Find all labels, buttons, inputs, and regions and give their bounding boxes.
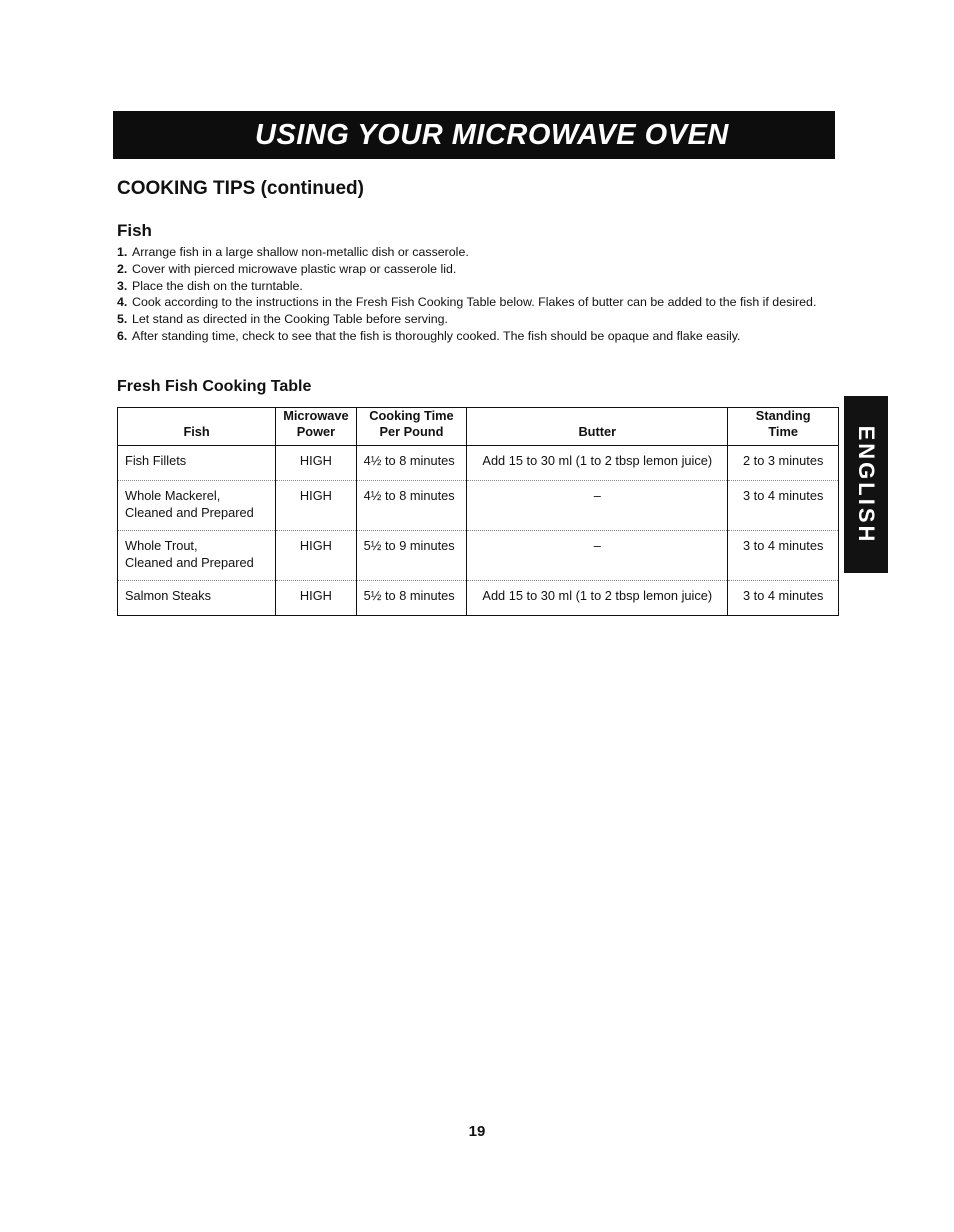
cell-power: HIGH (276, 531, 356, 581)
cell-fish (118, 481, 276, 531)
cell-butter: Add 15 to 30 ml (1 to 2 tbsp lemon juice) (467, 581, 728, 616)
cell-power: HIGH (276, 446, 356, 481)
cell-fish (118, 531, 276, 581)
cell-text: Whole Trout, (125, 538, 198, 553)
step-text: Cover with pierced microwave plastic wrap or casserole lid. (132, 261, 457, 276)
list-item (117, 294, 827, 311)
list-item (117, 244, 827, 261)
cell-text: Whole Mackerel, (125, 488, 221, 503)
section-title: COOKING TIPS (continued) (117, 178, 364, 199)
step-number: 3. (117, 278, 128, 293)
list-item (117, 328, 827, 345)
step-text: Cook according to the instructions in the Fresh Fish Cooking Table below. Flakes of butter can be added to the fish if desired. (132, 295, 817, 310)
cell-standing: 2 to 3 minutes (728, 446, 839, 481)
fish-steps-list (117, 244, 827, 345)
cell-time: 4½ to 8 minutes (356, 481, 467, 531)
header-power (276, 408, 356, 446)
table-row (118, 531, 839, 581)
header-text: Microwave (283, 408, 349, 423)
step-number: 4. (117, 295, 128, 310)
page-banner: USING YOUR MICROWAVE OVEN (113, 111, 835, 159)
step-number: 2. (117, 261, 128, 276)
table-row (118, 481, 839, 531)
table-row (118, 581, 839, 616)
header-time (356, 408, 467, 446)
step-text: Arrange fish in a large shallow non-metallic dish or casserole. (132, 245, 469, 259)
cell-text: Cleaned and Prepared (125, 504, 254, 520)
language-side-tab (844, 396, 888, 573)
table-row (118, 446, 839, 481)
cell-butter: – (467, 531, 728, 581)
fish-heading: Fish (117, 221, 152, 240)
cell-text: Cleaned and Prepared (125, 554, 254, 570)
header-text: Per Pound (379, 424, 444, 439)
cell-power: HIGH (276, 481, 356, 531)
step-number: 1. (117, 245, 128, 259)
cell-text: Fish Fillets (125, 453, 187, 468)
cell-time: 4½ to 8 minutes (356, 446, 467, 481)
cell-power: HIGH (276, 581, 356, 616)
cell-butter: – (467, 481, 728, 531)
list-item (117, 311, 827, 328)
header-standing (728, 408, 839, 446)
step-number: 6. (117, 328, 128, 343)
cell-time: 5½ to 8 minutes (356, 581, 467, 616)
step-text: After standing time, check to see that the fish is thoroughly cooked. The fish should be opaque and flake easily. (132, 328, 741, 343)
cell-fish (118, 446, 276, 481)
fresh-fish-cooking-table (117, 407, 839, 616)
header-butter: Butter (467, 408, 728, 446)
cell-time: 5½ to 9 minutes (356, 531, 467, 581)
table-header-row (118, 408, 839, 446)
list-item (117, 278, 827, 295)
table-title: Fresh Fish Cooking Table (117, 378, 312, 395)
list-item (117, 261, 827, 278)
cell-butter: Add 15 to 30 ml (1 to 2 tbsp lemon juice) (467, 446, 728, 481)
step-text: Place the dish on the turntable. (132, 278, 303, 293)
cell-text: Salmon Steaks (125, 588, 212, 603)
header-fish: Fish (118, 408, 276, 446)
cell-standing: 3 to 4 minutes (728, 531, 839, 581)
cell-fish (118, 581, 276, 616)
header-text: Cooking Time (369, 408, 454, 423)
header-text: Time (768, 424, 798, 439)
step-number: 5. (117, 312, 128, 327)
step-text: Let stand as directed in the Cooking Table before serving. (132, 312, 448, 327)
cell-standing: 3 to 4 minutes (728, 581, 839, 616)
side-tab-label: ENGLISH (854, 425, 879, 544)
page-number: 19 (468, 1123, 486, 1140)
header-text: Standing (755, 408, 811, 423)
header-text: Power (296, 424, 336, 439)
cell-standing: 3 to 4 minutes (728, 481, 839, 531)
